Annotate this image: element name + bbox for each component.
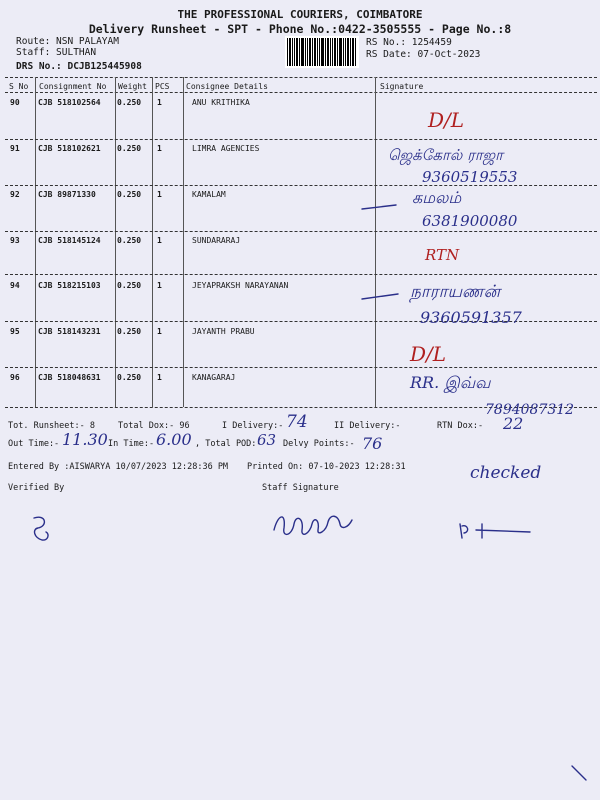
- verified-by-label: Verified By: [8, 483, 65, 493]
- printed-on: Printed On: 07-10-2023 12:28:31: [247, 462, 406, 472]
- row-pcs: 1: [157, 327, 162, 336]
- entered-by: Entered By :AISWARYA 10/07/2023 12:28:36 PM: [8, 462, 229, 472]
- column-divider: [115, 77, 116, 407]
- row-consignment: CJB 518048631: [38, 373, 101, 382]
- i-delivery-label: I Delivery:-: [222, 421, 284, 431]
- rtn-dox-value: 22: [503, 414, 524, 433]
- row-rule: [5, 367, 597, 368]
- signature-rtn: RTN: [425, 246, 460, 264]
- row-sno: 93: [10, 236, 20, 245]
- signature-phone: 7894087312: [485, 402, 575, 418]
- rtn-dox-label: RTN Dox:-: [437, 421, 484, 431]
- row-weight: 0.250: [117, 98, 142, 107]
- col-header-sno: S No: [9, 82, 29, 91]
- rs-number: RS No.: 1254459: [366, 37, 452, 48]
- column-divider: [183, 77, 184, 407]
- out-time-value: 11.30: [62, 430, 108, 449]
- row-sno: 96: [10, 373, 20, 382]
- in-time-value: 6.00: [156, 430, 192, 449]
- arrow-mark: [360, 200, 400, 214]
- row-sno: 92: [10, 190, 20, 199]
- row-weight: 0.250: [117, 144, 142, 153]
- row-sno: 94: [10, 281, 20, 290]
- row-weight: 0.250: [117, 373, 142, 382]
- col-header-weight: Weight: [118, 82, 147, 91]
- row-weight: 0.250: [117, 281, 142, 290]
- row-rule: [5, 274, 597, 275]
- row-consignee: JAYANTH PRABU: [192, 327, 255, 336]
- delvy-points-label: Delvy Points:-: [283, 439, 355, 449]
- signature-name: கமலம்: [412, 188, 462, 207]
- row-pcs: 1: [157, 373, 162, 382]
- staff-signature-label: Staff Signature: [262, 483, 339, 493]
- verifier-signature: [28, 512, 58, 546]
- row-consignment: CJB 89871330: [38, 190, 96, 199]
- signature-phone: 9360519553: [422, 168, 518, 186]
- row-pcs: 1: [157, 190, 162, 199]
- row-consignment: CJB 518102564: [38, 98, 101, 107]
- row-weight: 0.250: [117, 236, 142, 245]
- checked-note: checked: [470, 463, 542, 483]
- table-header-rule: [5, 92, 597, 93]
- staff-signature: [268, 500, 358, 546]
- col-header-signature: Signature: [380, 82, 424, 91]
- signature-name: நாராயணன்: [410, 282, 501, 302]
- i-delivery-value: 74: [286, 412, 308, 432]
- row-consignee: JEYAPRAKSH NARAYANAN: [192, 281, 289, 290]
- row-pcs: 1: [157, 98, 162, 107]
- row-sno: 90: [10, 98, 20, 107]
- row-consignment: CJB 518143231: [38, 327, 101, 336]
- table-top-rule: [5, 77, 597, 78]
- out-time-label: Out Time:-: [8, 439, 60, 449]
- row-consignee: KAMALAM: [192, 190, 226, 199]
- column-divider: [152, 77, 153, 407]
- row-consignment: CJB 518215103: [38, 281, 101, 290]
- row-weight: 0.250: [117, 190, 142, 199]
- row-rule: [5, 139, 597, 140]
- barcode: [285, 36, 359, 68]
- total-pod-value: 63: [257, 431, 277, 449]
- ii-delivery-label: II Delivery:-: [334, 421, 401, 431]
- row-consignee: KANAGARAJ: [192, 373, 236, 382]
- row-consignment: CJB 518102621: [38, 144, 101, 153]
- row-weight: 0.250: [117, 327, 142, 336]
- column-divider: [375, 77, 376, 407]
- col-header-consignment: Consignment No: [39, 82, 107, 91]
- signature-dl: D/L: [410, 342, 447, 366]
- delvy-points-value: 76: [362, 434, 383, 453]
- row-consignee: ANU KRITHIKA: [192, 98, 250, 107]
- row-pcs: 1: [157, 236, 162, 245]
- drs-number: DRS No.: DCJB125445908: [16, 61, 142, 72]
- staff: Staff: SULTHAN: [16, 47, 97, 58]
- col-header-pcs: PCS: [155, 82, 170, 91]
- signature-name: ஜெக்கோல் ராஜா: [388, 146, 504, 164]
- total-runsheet: Tot. Runsheet:- 8: [8, 421, 95, 431]
- signature-phone: 9360591357: [420, 308, 522, 327]
- row-sno: 95: [10, 327, 20, 336]
- arrow-mark: [360, 290, 404, 304]
- signature-phone: 6381900080: [422, 212, 518, 230]
- company-name: THE PROFESSIONAL COURIERS, COIMBATORE: [177, 8, 423, 21]
- row-consignee: LIMRA AGENCIES: [192, 144, 260, 153]
- row-pcs: 1: [157, 144, 162, 153]
- corner-mark: [568, 762, 592, 786]
- route: Route: NSN PALAYAM: [16, 36, 119, 47]
- in-time-label: In Time:-: [108, 439, 155, 449]
- checker-signature: [456, 518, 536, 544]
- total-pod-label: , Total POD:-: [195, 439, 262, 449]
- col-header-consignee: Consignee Details: [186, 82, 268, 91]
- row-pcs: 1: [157, 281, 162, 290]
- row-consignee: SUNDARARAJ: [192, 236, 241, 245]
- total-dox: Total Dox:- 96: [118, 421, 190, 431]
- row-rule: [5, 231, 597, 232]
- runsheet-title: Delivery Runsheet - SPT - Phone No.:0422-3505555 - Page No.:8: [88, 22, 512, 36]
- signature-name: RR. இவ்வ: [410, 373, 491, 392]
- row-sno: 91: [10, 144, 20, 153]
- row-consignment: CJB 518145124: [38, 236, 101, 245]
- signature-dl: D/L: [428, 108, 465, 132]
- rs-date: RS Date: 07-Oct-2023: [366, 49, 481, 60]
- column-divider: [35, 77, 36, 407]
